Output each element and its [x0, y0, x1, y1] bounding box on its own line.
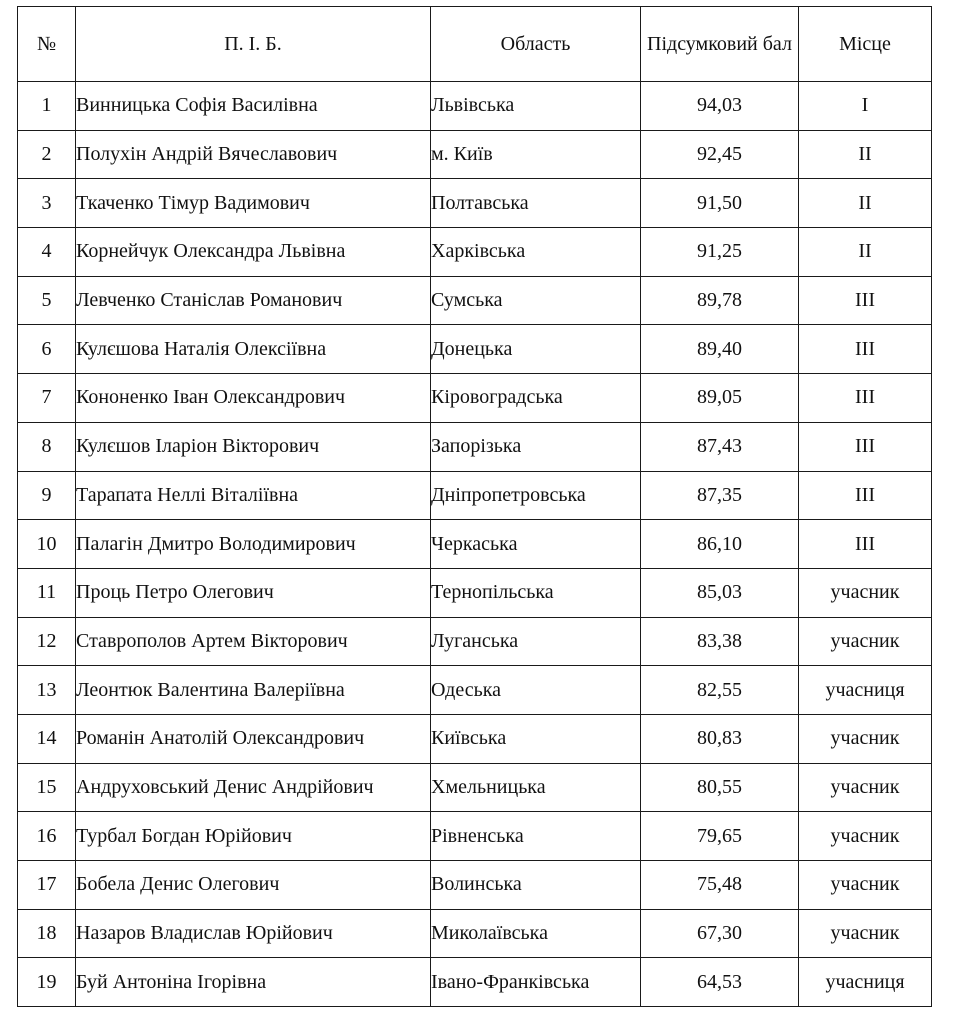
results-body	[18, 82, 932, 1007]
place-award: учасник	[799, 909, 932, 958]
final-score: 80,55	[641, 763, 799, 812]
row-number: 7	[18, 374, 76, 423]
place-award: учасник	[799, 714, 932, 763]
row-number: 6	[18, 325, 76, 374]
place-award: ІІІ	[799, 325, 932, 374]
final-score: 67,30	[641, 909, 799, 958]
header-final-score: Підсумковий бал	[641, 7, 799, 82]
region-name: Луганська	[431, 617, 641, 666]
participant-name: Тарапата Неллі Віталіївна	[76, 471, 431, 520]
final-score: 94,03	[641, 82, 799, 131]
place-award: учасник	[799, 568, 932, 617]
table-row	[18, 471, 932, 520]
place-award: учасниця	[799, 958, 932, 1007]
region-name: Харківська	[431, 228, 641, 277]
participant-name: Корнейчук Олександра Львівна	[76, 228, 431, 277]
table-row	[18, 422, 932, 471]
participant-name: Романін Анатолій Олександрович	[76, 714, 431, 763]
place-award: учасник	[799, 617, 932, 666]
table-row	[18, 666, 932, 715]
place-award: ІІІ	[799, 422, 932, 471]
place-award: ІІІ	[799, 471, 932, 520]
header-row	[18, 7, 932, 82]
participant-name: Палагін Дмитро Володимирович	[76, 520, 431, 569]
region-name: Одеська	[431, 666, 641, 715]
row-number: 13	[18, 666, 76, 715]
place-award: ІІ	[799, 179, 932, 228]
place-award: учасник	[799, 812, 932, 861]
table-row	[18, 228, 932, 277]
header-number: №	[18, 7, 76, 82]
region-name: Тернопільська	[431, 568, 641, 617]
participant-name: Буй Антоніна Ігорівна	[76, 958, 431, 1007]
participant-name: Винницька Софія Василівна	[76, 82, 431, 131]
row-number: 9	[18, 471, 76, 520]
region-name: м. Київ	[431, 130, 641, 179]
place-award: учасник	[799, 861, 932, 910]
region-name: Львівська	[431, 82, 641, 131]
row-number: 17	[18, 861, 76, 910]
participant-name: Назаров Владислав Юрійович	[76, 909, 431, 958]
table-row	[18, 520, 932, 569]
row-number: 3	[18, 179, 76, 228]
results-table	[17, 6, 932, 1007]
region-name: Полтавська	[431, 179, 641, 228]
header-region: Область	[431, 7, 641, 82]
final-score: 83,38	[641, 617, 799, 666]
place-award: ІІІ	[799, 276, 932, 325]
table-row	[18, 958, 932, 1007]
participant-name: Кулєшова Наталія Олексіївна	[76, 325, 431, 374]
final-score: 91,25	[641, 228, 799, 277]
place-award: учасник	[799, 763, 932, 812]
table-row	[18, 276, 932, 325]
place-award: ІІІ	[799, 520, 932, 569]
final-score: 89,40	[641, 325, 799, 374]
table-row	[18, 325, 932, 374]
row-number: 11	[18, 568, 76, 617]
participant-name: Проць Петро Олегович	[76, 568, 431, 617]
region-name: Миколаївська	[431, 909, 641, 958]
row-number: 8	[18, 422, 76, 471]
place-award: ІІІ	[799, 374, 932, 423]
header-full-name: П. І. Б.	[76, 7, 431, 82]
participant-name: Левченко Станіслав Романович	[76, 276, 431, 325]
row-number: 14	[18, 714, 76, 763]
region-name: Київська	[431, 714, 641, 763]
participant-name: Кононенко Іван Олександрович	[76, 374, 431, 423]
region-name: Кіровоградська	[431, 374, 641, 423]
table-row	[18, 909, 932, 958]
participant-name: Турбал Богдан Юрійович	[76, 812, 431, 861]
row-number: 12	[18, 617, 76, 666]
row-number: 15	[18, 763, 76, 812]
region-name: Волинська	[431, 861, 641, 910]
region-name: Черкаська	[431, 520, 641, 569]
header-place: Місце	[799, 7, 932, 82]
row-number: 5	[18, 276, 76, 325]
final-score: 85,03	[641, 568, 799, 617]
region-name: Хмельницька	[431, 763, 641, 812]
row-number: 1	[18, 82, 76, 131]
region-name: Рівненська	[431, 812, 641, 861]
final-score: 87,35	[641, 471, 799, 520]
final-score: 89,78	[641, 276, 799, 325]
row-number: 16	[18, 812, 76, 861]
final-score: 87,43	[641, 422, 799, 471]
region-name: Донецька	[431, 325, 641, 374]
table-row	[18, 714, 932, 763]
final-score: 86,10	[641, 520, 799, 569]
table-row	[18, 130, 932, 179]
region-name: Дніпропетровська	[431, 471, 641, 520]
place-award: І	[799, 82, 932, 131]
table-row	[18, 812, 932, 861]
table-row	[18, 568, 932, 617]
table-row	[18, 179, 932, 228]
table-row	[18, 861, 932, 910]
place-award: ІІ	[799, 130, 932, 179]
final-score: 91,50	[641, 179, 799, 228]
region-name: Івано-Франківська	[431, 958, 641, 1007]
table-row	[18, 617, 932, 666]
row-number: 4	[18, 228, 76, 277]
participant-name: Леонтюк Валентина Валеріївна	[76, 666, 431, 715]
participant-name: Бобела Денис Олегович	[76, 861, 431, 910]
final-score: 75,48	[641, 861, 799, 910]
region-name: Запорізька	[431, 422, 641, 471]
row-number: 18	[18, 909, 76, 958]
table-row	[18, 763, 932, 812]
participant-name: Кулєшов Іларіон Вікторович	[76, 422, 431, 471]
final-score: 89,05	[641, 374, 799, 423]
final-score: 92,45	[641, 130, 799, 179]
participant-name: Полухін Андрій Вячеславович	[76, 130, 431, 179]
final-score: 80,83	[641, 714, 799, 763]
final-score: 82,55	[641, 666, 799, 715]
place-award: ІІ	[799, 228, 932, 277]
place-award: учасниця	[799, 666, 932, 715]
document-page	[17, 6, 932, 1007]
participant-name: Ткаченко Тімур Вадимович	[76, 179, 431, 228]
final-score: 79,65	[641, 812, 799, 861]
row-number: 10	[18, 520, 76, 569]
region-name: Сумська	[431, 276, 641, 325]
table-row	[18, 374, 932, 423]
table-row	[18, 82, 932, 131]
participant-name: Ставрополов Артем Вікторович	[76, 617, 431, 666]
participant-name: Андруховський Денис Андрійович	[76, 763, 431, 812]
final-score: 64,53	[641, 958, 799, 1007]
row-number: 2	[18, 130, 76, 179]
row-number: 19	[18, 958, 76, 1007]
